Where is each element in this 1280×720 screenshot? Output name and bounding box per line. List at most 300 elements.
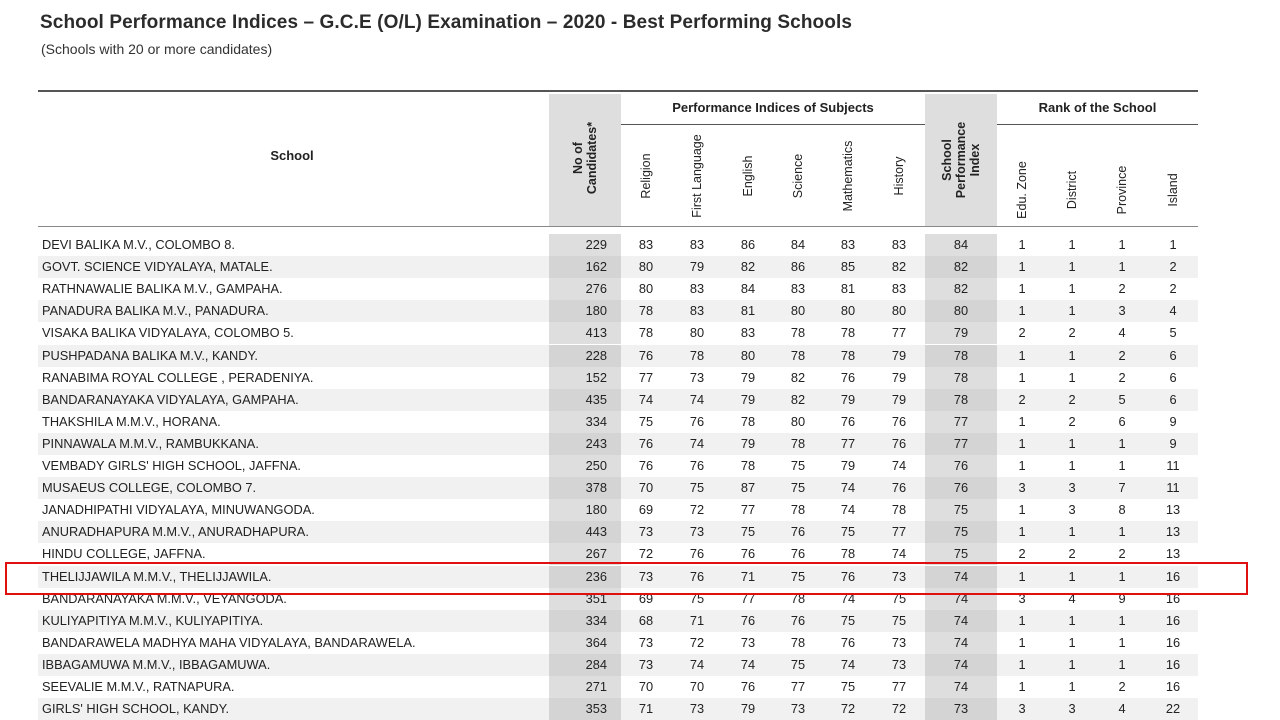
first-language-cell: 80 (689, 325, 705, 341)
island-rank-cell: 13 (1165, 524, 1181, 540)
candidates-cell: 334 (549, 610, 621, 632)
zone-rank-cell: 1 (1018, 568, 1026, 584)
religion-cell: 77 (638, 369, 654, 385)
spi-cell: 78 (925, 389, 997, 411)
first-language-cell: 71 (689, 612, 705, 628)
science-cell: 80 (790, 413, 806, 429)
province-rank-cell: 6 (1118, 413, 1126, 429)
table-row (38, 345, 1198, 367)
district-rank-cell: 1 (1068, 524, 1076, 540)
mathematics-cell: 76 (840, 369, 856, 385)
first-language-cell: 75 (689, 480, 705, 496)
history-cell: 77 (891, 325, 907, 341)
school-name-cell: THELIJJAWILA M.M.V., THELIJJAWILA. (42, 568, 272, 584)
history-cell: 79 (891, 369, 907, 385)
candidates-cell: 284 (549, 654, 621, 676)
spi-cell: 84 (925, 234, 997, 256)
district-rank-cell: 3 (1068, 480, 1076, 496)
island-rank-cell: 5 (1169, 325, 1177, 341)
district-rank-cell: 1 (1068, 281, 1076, 297)
table-row (38, 654, 1198, 676)
history-cell: 73 (891, 656, 907, 672)
school-column-header: School (270, 148, 314, 163)
district-rank-cell: 4 (1068, 590, 1076, 606)
school-name-cell: BANDARANAYAKA M.M.V., VEYANGODA. (42, 590, 287, 606)
spi-cell: 80 (925, 300, 997, 322)
english-cell: 79 (740, 391, 756, 407)
mathematics-cell: 81 (840, 281, 856, 297)
school-name-cell: THAKSHILA M.M.V., HORANA. (42, 413, 221, 429)
school-name-cell: MUSAEUS COLLEGE, COLOMBO 7. (42, 480, 257, 496)
first-language-cell: 72 (689, 502, 705, 518)
science-cell: 75 (790, 480, 806, 496)
first-language-cell: 78 (689, 347, 705, 363)
religion-cell: 70 (638, 480, 654, 496)
religion-cell: 68 (638, 612, 654, 628)
island-rank-cell: 16 (1165, 590, 1181, 606)
province-rank-cell: 4 (1118, 325, 1126, 341)
province-rank-cell: 3 (1118, 303, 1126, 319)
candidates-cell: 435 (549, 389, 621, 411)
history-cell: 74 (891, 546, 907, 562)
mathematics-cell: 85 (840, 259, 856, 275)
religion-cell: 74 (638, 391, 654, 407)
province-rank-cell: 1 (1118, 237, 1126, 252)
mathematics-cell: 76 (840, 413, 856, 429)
history-cell: 79 (891, 391, 907, 407)
island-rank-cell: 9 (1169, 435, 1177, 451)
history-cell: 79 (891, 347, 907, 363)
first-language-cell: 74 (689, 656, 705, 672)
province-rank-cell: 1 (1118, 612, 1126, 628)
first-language-cell: 83 (689, 237, 705, 252)
mathematics-cell: 78 (840, 325, 856, 341)
english-cell: 76 (740, 612, 756, 628)
english-cell: 76 (740, 546, 756, 562)
subject-header-religion: Religion (639, 153, 653, 199)
history-cell: 77 (891, 679, 907, 694)
rank-header-province: Province (1115, 165, 1129, 215)
candidates-cell: 243 (549, 433, 621, 455)
religion-cell: 76 (638, 458, 654, 473)
candidates-cell: 351 (549, 588, 621, 610)
table-row (38, 632, 1198, 654)
table-row (38, 322, 1198, 344)
island-rank-cell: 9 (1169, 413, 1177, 429)
table-row (38, 234, 1198, 256)
highlight-box (5, 562, 1248, 595)
table-row (38, 300, 1198, 322)
religion-cell: 80 (638, 281, 654, 297)
spi-cell: 74 (925, 676, 997, 698)
subject-header-science: Science (791, 153, 805, 199)
school-name-cell: KULIYAPITIYA M.M.V., KULIYAPITIYA. (42, 612, 264, 628)
page-title: School Performance Indices – G.C.E (O/L) Examination – 2020 - Best Performing Schools (40, 12, 852, 33)
spi-cell: 77 (925, 411, 997, 433)
zone-rank-cell: 1 (1018, 679, 1026, 694)
mathematics-cell: 75 (840, 679, 856, 694)
english-cell: 78 (740, 458, 756, 473)
table-row (38, 521, 1198, 543)
mathematics-cell: 79 (840, 458, 856, 473)
zone-rank-cell: 1 (1018, 369, 1026, 385)
mathematics-cell: 75 (840, 524, 856, 540)
religion-cell: 78 (638, 325, 654, 341)
island-rank-cell: 6 (1169, 347, 1177, 363)
science-cell: 82 (790, 369, 806, 385)
island-rank-cell: 1 (1169, 237, 1177, 252)
english-cell: 77 (740, 502, 756, 518)
mathematics-cell: 80 (840, 303, 856, 319)
island-rank-cell: 13 (1165, 502, 1181, 518)
island-rank-cell: 11 (1166, 458, 1180, 473)
rank-header-district: District (1065, 170, 1079, 210)
spi-cell: 75 (925, 521, 997, 543)
candidates-cell: 364 (549, 632, 621, 654)
island-rank-cell: 22 (1165, 701, 1181, 717)
zone-rank-cell: 1 (1018, 524, 1026, 540)
history-cell: 76 (891, 480, 907, 496)
province-rank-cell: 2 (1118, 281, 1126, 297)
header-bottom-rule (38, 226, 1198, 227)
district-rank-cell: 1 (1068, 259, 1076, 275)
school-name-cell: VEMBADY GIRLS' HIGH SCHOOL, JAFFNA. (42, 458, 301, 473)
subject-header-mathematics: Mathematics (841, 140, 855, 212)
english-cell: 84 (740, 281, 756, 297)
first-language-cell: 79 (689, 259, 705, 275)
history-cell: 83 (891, 237, 907, 252)
history-cell: 78 (891, 502, 907, 518)
first-language-cell: 73 (689, 524, 705, 540)
religion-cell: 75 (638, 413, 654, 429)
mathematics-cell: 76 (840, 568, 856, 584)
religion-cell: 83 (638, 237, 654, 252)
subjects-group-rule (621, 124, 925, 125)
history-cell: 80 (891, 303, 907, 319)
english-cell: 86 (740, 237, 756, 252)
zone-rank-cell: 1 (1018, 634, 1026, 650)
candidates-cell: 413 (549, 322, 621, 344)
spi-column-header: School Performance Index (940, 121, 982, 199)
science-cell: 78 (790, 590, 806, 606)
province-rank-cell: 5 (1118, 391, 1126, 407)
district-rank-cell: 1 (1068, 435, 1076, 451)
zone-rank-cell: 3 (1018, 701, 1026, 717)
first-language-cell: 76 (689, 568, 705, 584)
province-rank-cell: 1 (1118, 435, 1126, 451)
spi-cell: 75 (925, 543, 997, 565)
island-rank-cell: 4 (1169, 303, 1177, 319)
history-cell: 82 (891, 259, 907, 275)
english-cell: 75 (740, 524, 756, 540)
district-rank-cell: 3 (1068, 701, 1076, 717)
candidates-column-header: No of Candidates* (571, 121, 599, 195)
religion-cell: 69 (638, 502, 654, 518)
zone-rank-cell: 1 (1018, 303, 1026, 319)
province-rank-cell: 1 (1118, 656, 1126, 672)
school-name-cell: IBBAGAMUWA M.M.V., IBBAGAMUWA. (42, 656, 271, 672)
district-rank-cell: 2 (1068, 546, 1076, 562)
first-language-cell: 75 (689, 590, 705, 606)
first-language-cell: 76 (689, 413, 705, 429)
science-cell: 76 (790, 524, 806, 540)
mathematics-cell: 78 (840, 546, 856, 562)
island-rank-cell: 16 (1165, 612, 1181, 628)
science-cell: 80 (790, 303, 806, 319)
history-cell: 73 (891, 568, 907, 584)
zone-rank-cell: 1 (1018, 502, 1026, 518)
science-cell: 75 (790, 568, 806, 584)
spi-cell: 82 (925, 278, 997, 300)
school-name-cell: SEEVALIE M.M.V., RATNAPURA. (42, 679, 235, 694)
island-rank-cell: 11 (1166, 480, 1180, 496)
island-rank-cell: 16 (1165, 656, 1181, 672)
mathematics-cell: 74 (840, 502, 856, 518)
district-rank-cell: 2 (1068, 413, 1076, 429)
religion-cell: 73 (638, 656, 654, 672)
english-cell: 74 (740, 656, 756, 672)
english-cell: 79 (740, 435, 756, 451)
religion-cell: 73 (638, 634, 654, 650)
history-cell: 72 (891, 701, 907, 717)
history-cell: 76 (891, 413, 907, 429)
table-row (38, 256, 1198, 278)
candidates-cell: 162 (549, 256, 621, 278)
religion-cell: 76 (638, 435, 654, 451)
english-cell: 71 (740, 568, 756, 584)
table-row (38, 411, 1198, 433)
mathematics-cell: 75 (840, 612, 856, 628)
district-rank-cell: 2 (1068, 325, 1076, 341)
subject-header-first-language: First Language (690, 134, 704, 218)
school-name-cell: RANABIMA ROYAL COLLEGE , PERADENIYA. (42, 369, 314, 385)
first-language-cell: 73 (689, 701, 705, 717)
zone-rank-cell: 1 (1018, 656, 1026, 672)
province-rank-cell: 1 (1118, 634, 1126, 650)
candidates-cell: 228 (549, 345, 621, 367)
rank-group-header: Rank of the School (1038, 100, 1157, 115)
province-rank-cell: 7 (1118, 480, 1126, 496)
religion-cell: 73 (638, 568, 654, 584)
religion-cell: 72 (638, 546, 654, 562)
district-rank-cell: 1 (1068, 568, 1076, 584)
province-rank-cell: 4 (1118, 701, 1126, 717)
first-language-cell: 74 (689, 391, 705, 407)
page-subtitle: (Schools with 20 or more candidates) (41, 41, 273, 57)
religion-cell: 76 (638, 347, 654, 363)
school-name-cell: BANDARAWELA MADHYA MAHA VIDYALAYA, BANDARAWELA. (42, 634, 416, 650)
island-rank-cell: 2 (1169, 259, 1177, 275)
spi-cell: 74 (925, 610, 997, 632)
district-rank-cell: 1 (1068, 303, 1076, 319)
table-row (38, 499, 1198, 521)
candidates-cell: 334 (549, 411, 621, 433)
mathematics-cell: 77 (840, 435, 856, 451)
english-cell: 73 (740, 634, 756, 650)
mathematics-cell: 76 (840, 634, 856, 650)
island-rank-cell: 6 (1169, 369, 1177, 385)
table-row (38, 367, 1198, 389)
science-cell: 84 (790, 237, 806, 252)
school-name-cell: VISAKA BALIKA VIDYALAYA, COLOMBO 5. (42, 325, 294, 341)
candidates-cell: 276 (549, 278, 621, 300)
table-row (38, 610, 1198, 632)
history-cell: 77 (891, 524, 907, 540)
science-cell: 75 (790, 458, 806, 473)
province-rank-cell: 1 (1118, 524, 1126, 540)
english-cell: 77 (740, 590, 756, 606)
zone-rank-cell: 1 (1018, 281, 1026, 297)
science-cell: 75 (790, 656, 806, 672)
english-cell: 81 (740, 303, 756, 319)
school-name-cell: ANURADHAPURA M.M.V., ANURADHAPURA. (42, 524, 309, 540)
table-row (38, 278, 1198, 300)
table-row (38, 698, 1198, 720)
spi-cell: 82 (925, 256, 997, 278)
spi-cell: 74 (925, 566, 997, 588)
spi-cell: 77 (925, 433, 997, 455)
district-rank-cell: 1 (1068, 369, 1076, 385)
zone-rank-cell: 1 (1018, 413, 1026, 429)
english-cell: 79 (740, 701, 756, 717)
first-language-cell: 74 (689, 435, 705, 451)
zone-rank-cell: 2 (1018, 546, 1026, 562)
candidates-cell: 378 (549, 477, 621, 499)
zone-rank-cell: 1 (1018, 259, 1026, 275)
island-rank-cell: 16 (1165, 634, 1181, 650)
province-rank-cell: 2 (1118, 546, 1126, 562)
science-cell: 76 (790, 546, 806, 562)
history-cell: 83 (891, 281, 907, 297)
spi-cell: 75 (925, 499, 997, 521)
zone-rank-cell: 2 (1018, 391, 1026, 407)
island-rank-cell: 6 (1169, 391, 1177, 407)
spi-cell: 78 (925, 367, 997, 389)
island-rank-cell: 2 (1169, 281, 1177, 297)
first-language-cell: 73 (689, 369, 705, 385)
school-name-cell: HINDU COLLEGE, JAFFNA. (42, 546, 206, 562)
school-name-cell: GOVT. SCIENCE VIDYALAYA, MATALE. (42, 259, 273, 275)
table-row (38, 676, 1198, 698)
table-row (38, 433, 1198, 455)
science-cell: 73 (790, 701, 806, 717)
school-name-cell: GIRLS' HIGH SCHOOL, KANDY. (42, 701, 230, 717)
province-rank-cell: 2 (1118, 679, 1126, 694)
science-cell: 76 (790, 612, 806, 628)
spi-cell: 76 (925, 477, 997, 499)
candidates-cell: 267 (549, 543, 621, 565)
first-language-cell: 76 (689, 546, 705, 562)
spi-cell: 78 (925, 345, 997, 367)
science-cell: 78 (790, 502, 806, 518)
school-name-cell: BANDARANAYAKA VIDYALAYA, GAMPAHA. (42, 391, 299, 407)
province-rank-cell: 1 (1118, 458, 1126, 473)
science-cell: 78 (790, 634, 806, 650)
science-cell: 77 (790, 679, 806, 694)
spi-cell: 76 (925, 455, 997, 477)
district-rank-cell: 1 (1068, 679, 1076, 694)
mathematics-cell: 74 (840, 656, 856, 672)
rank-header-island: Island (1166, 173, 1180, 207)
science-cell: 78 (790, 347, 806, 363)
school-name-cell: PUSHPADANA BALIKA M.V., KANDY. (42, 347, 258, 363)
district-rank-cell: 1 (1068, 634, 1076, 650)
science-cell: 78 (790, 325, 806, 341)
candidates-cell: 229 (549, 234, 621, 256)
mathematics-cell: 72 (840, 701, 856, 717)
district-rank-cell: 1 (1068, 656, 1076, 672)
religion-cell: 69 (638, 590, 654, 606)
candidates-cell: 236 (549, 566, 621, 588)
mathematics-cell: 74 (840, 480, 856, 496)
candidates-cell: 443 (549, 521, 621, 543)
province-rank-cell: 9 (1118, 590, 1126, 606)
rank-group-rule (997, 124, 1198, 125)
spi-cell: 74 (925, 632, 997, 654)
district-rank-cell: 1 (1068, 458, 1076, 473)
zone-rank-cell: 3 (1018, 590, 1026, 606)
zone-rank-cell: 1 (1018, 612, 1026, 628)
candidates-cell: 353 (549, 698, 621, 720)
religion-cell: 80 (638, 259, 654, 275)
candidates-cell: 152 (549, 367, 621, 389)
science-cell: 86 (790, 259, 806, 275)
english-cell: 83 (740, 325, 756, 341)
island-rank-cell: 13 (1165, 546, 1181, 562)
spi-cell: 79 (925, 322, 997, 344)
zone-rank-cell: 3 (1018, 480, 1026, 496)
table-row (38, 389, 1198, 411)
district-rank-cell: 1 (1068, 347, 1076, 363)
first-language-cell: 76 (689, 458, 705, 473)
history-cell: 75 (891, 590, 907, 606)
rank-header-edu-zone: Edu. Zone (1015, 161, 1029, 219)
religion-cell: 70 (638, 679, 654, 694)
first-language-cell: 70 (689, 679, 705, 694)
english-cell: 76 (740, 679, 756, 694)
first-language-cell: 83 (689, 303, 705, 319)
spi-cell: 73 (925, 698, 997, 720)
spi-cell: 74 (925, 654, 997, 676)
history-cell: 73 (891, 634, 907, 650)
first-language-cell: 72 (689, 634, 705, 650)
mathematics-cell: 74 (840, 590, 856, 606)
science-cell: 82 (790, 391, 806, 407)
history-cell: 76 (891, 435, 907, 451)
candidates-cell: 180 (549, 499, 621, 521)
science-cell: 83 (790, 281, 806, 297)
table-row (38, 477, 1198, 499)
district-rank-cell: 2 (1068, 391, 1076, 407)
province-rank-cell: 8 (1118, 502, 1126, 518)
candidates-cell: 250 (549, 455, 621, 477)
island-rank-cell: 16 (1165, 679, 1181, 694)
english-cell: 82 (740, 259, 756, 275)
province-rank-cell: 1 (1118, 568, 1126, 584)
school-name-cell: RATHNAWALIE BALIKA M.V., GAMPAHA. (42, 281, 283, 297)
school-name-cell: JANADHIPATHI VIDYALAYA, MINUWANGODA. (42, 502, 315, 518)
mathematics-cell: 83 (840, 237, 856, 252)
science-cell: 78 (790, 435, 806, 451)
english-cell: 80 (740, 347, 756, 363)
history-cell: 75 (891, 612, 907, 628)
religion-cell: 71 (638, 701, 654, 717)
subjects-group-header: Performance Indices of Subjects (672, 100, 874, 115)
zone-rank-cell: 1 (1018, 435, 1026, 451)
school-name-cell: PINNAWALA M.M.V., RAMBUKKANA. (42, 435, 259, 451)
history-cell: 74 (891, 458, 907, 473)
mathematics-cell: 79 (840, 391, 856, 407)
